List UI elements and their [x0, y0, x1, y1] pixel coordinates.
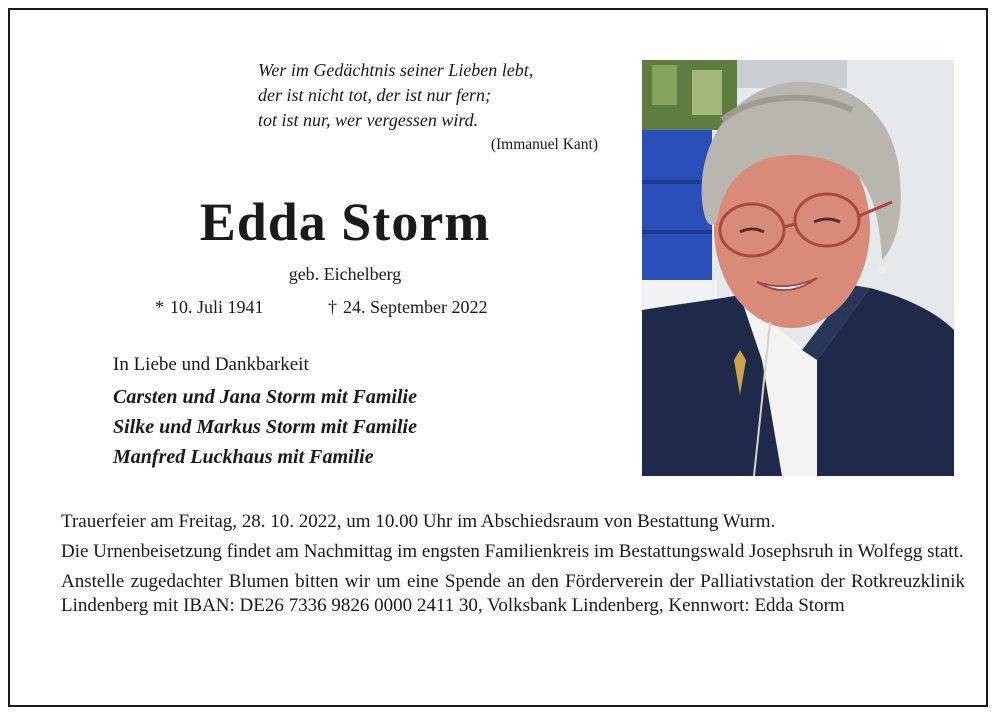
deceased-name: Edda Storm	[199, 192, 491, 252]
mourner-entry: Manfred Luckhaus mit Familie	[113, 446, 374, 468]
portrait-photo	[642, 60, 954, 476]
mourner-entry: Carsten und Jana Storm mit Familie	[113, 386, 417, 408]
life-dates	[155, 295, 575, 319]
notice-text	[61, 510, 965, 624]
birth-star-icon: *	[155, 297, 164, 317]
mourners-list	[113, 382, 417, 472]
obituary-frame	[8, 8, 988, 707]
quote-line: Wer im Gedächtnis seiner Lieben lebt,	[258, 60, 534, 80]
death-date-group	[328, 295, 487, 319]
death-date: 24. September 2022	[343, 297, 488, 317]
quote-line: tot ist nur, wer vergessen wird.	[258, 110, 479, 130]
burial-notice: Die Urnenbeisetzung findet am Nachmittag im engsten Familienkreis im Bestattungswald Josephsruh in Wolfegg statt.	[61, 541, 964, 562]
funeral-notice: Trauerfeier am Freitag, 28. 10. 2022, um 10.00 Uhr im Abschiedsraum von Bestattung Wurm.	[61, 511, 776, 532]
birth-date: 10. Juli 1941	[170, 297, 264, 317]
birth-name: geb. Eichelberg	[288, 264, 402, 284]
quote-line: der ist nicht tot, der ist nur fern;	[258, 85, 491, 105]
quote-author: (Immanuel Kant)	[490, 136, 598, 153]
donation-notice: Anstelle zugedachter Blumen bitten wir um eine Spende an den Förderverein der Palliativstation der Rotkreuzklinik Lindenberg mit IBAN: DE26 7336 9826 0000 2411 30, Volksbank Lindenberg, Kennwort: Edda Storm	[61, 571, 965, 616]
mourner-entry: Silke und Markus Storm mit Familie	[113, 416, 417, 438]
mourners-intro: In Liebe und Dankbarkeit	[113, 354, 309, 375]
death-cross-icon: †	[328, 297, 337, 317]
birth-date-group	[155, 297, 264, 317]
quote-block	[258, 58, 598, 156]
